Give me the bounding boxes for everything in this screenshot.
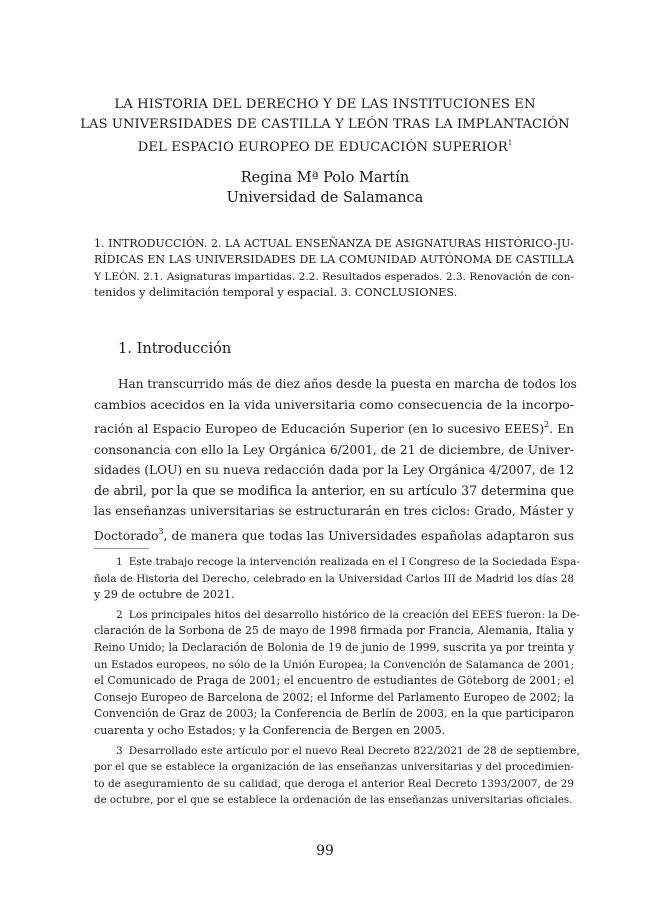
paragraph-line: [94, 522, 574, 547]
summary-line: Y LEÓN. 2.1. Asignaturas impartidas. 2.2. Resultados esperados. 2.3. Renovación de con-: [94, 270, 574, 283]
paragraph-text: . En: [549, 422, 574, 436]
paragraph-line: cambios acecidos en la vida universitaria como consecuencia de la incorpo-: [94, 396, 574, 412]
table-of-contents-summary: [94, 236, 574, 301]
paragraph-line: Han transcurrido más de diez años desde la puesta en marcha de todos los: [118, 377, 577, 391]
footnote-line: de octubre, por el que se establece la ordenación de las enseñanzas universitarias oficiales.: [94, 794, 573, 807]
footnote-number: 1: [116, 556, 123, 568]
footnote-divider: [94, 548, 149, 549]
summary-line: tenidos y delimitación temporal y espacial. 3. CONCLUSIONES.: [94, 285, 458, 299]
footnote-line: por el que se establece la organización de las enseñanzas universitarias y del procedimien-: [94, 761, 574, 774]
footnote-number: 3: [116, 744, 123, 757]
footnote-text: Desarrollado este artículo por el nuevo Real Decreto 822/2021 de 28 de septiembre,: [128, 744, 580, 757]
paragraph-text: ración al Espacio Europeo de Educación Superior (en lo sucesivo EEES): [94, 422, 545, 436]
footnote-text: Este trabajo recoge la intervención realizada en el I Congreso de la Sociedada Espa-: [128, 556, 580, 568]
author-block: [0, 168, 650, 208]
summary-line: RÍDICAS EN LAS UNIVERSIDADES DE LA COMUNIDAD AUTÓNOMA DE CASTILLA: [94, 253, 574, 267]
footnote-3: [94, 743, 580, 809]
title-line: LAS UNIVERSIDADES DE CASTILLA Y LEÓN TRAS LA IMPLANTACIÓN: [80, 116, 570, 132]
title-line: [80, 134, 570, 158]
footnote-line: [94, 554, 580, 571]
footnote-ref[interactable]: 1: [507, 139, 513, 147]
footnote-line: Consejo Europeo de Barcelona de 2002; el Informe del Parlamento Europeo de 2002; la: [94, 690, 574, 704]
paragraph-line: [94, 415, 574, 440]
footnote-line: el Comunicado de Praga de 2001; el encuentro de estudiantes de Göteborg de 2001; el: [94, 674, 574, 688]
summary-line: 1. INTRODUCCIÓN. 2. LA ACTUAL ENSEÑANZA DE ASIGNATURAS HISTÓRICO-JU-: [94, 237, 574, 250]
footnote-ref[interactable]: 3: [158, 526, 164, 536]
footnote-line: un Estados europeos, no sólo de la Unión Europea; la Convención de Salamanca de 2001;: [94, 658, 574, 671]
footnote-number: 2: [116, 607, 123, 621]
paragraph-line: sidades (LOU) en su nueva redacción dada por la Ley Orgánica 4/2007, de 12: [94, 463, 574, 477]
paragraph-text: , de manera que todas las Universidades españolas adaptaron sus: [163, 528, 574, 543]
footnote-line: [94, 607, 580, 624]
footnotes: [94, 554, 580, 812]
paragraph-line: las enseñanzas universitarias se estructurarán en tres ciclos: Grado, Máster y: [94, 504, 574, 518]
footnote-line: Convención de Graz de 2003; la Conferencia de Berlín de 2003, en la que participaron: [94, 707, 574, 721]
title-line-text: DEL ESPACIO EUROPEO DE EDUCACIÓN SUPERIOR: [137, 140, 508, 155]
body-paragraph: [94, 374, 577, 546]
footnote-line: [94, 743, 580, 760]
section-heading: 1. Introducción: [118, 340, 232, 357]
footnote-line: cuarenta y ocho Estados; y la Conferencia de Bergen en 2005.: [94, 723, 446, 737]
footnote-text: Los principales hitos del desarrollo histórico de la creación del EEES fueron: la De-: [128, 607, 580, 621]
footnote-line: ñola de Historia del Derecho, celebrado en la Universidad Carlos III de Madrid los días 28: [94, 572, 574, 585]
footnote-line: y 29 de octubre de 2021.: [94, 588, 235, 602]
footnote-1: [94, 554, 580, 604]
footnote-line: to de aseguramiento de su calidad, que deroga el anterior Real Decreto 1393/2007, de 29: [94, 777, 574, 790]
footnote-line: claración de la Sorbona de 25 de mayo de 1998 firmada por Francia, Alemania, Italia y: [94, 624, 574, 638]
paragraph-line: de abril, por la que se modifica la anterior, en su artículo 37 determina que: [94, 482, 574, 498]
footnote-line: Reino Unido; la Declaración de Bolonia de 19 de junio de 1999, suscrita ya por treinta y: [94, 640, 574, 654]
paragraph-line: consonancia con ello la Ley Orgánica 6/2001, de 21 de diciembre, de Univer-: [94, 442, 574, 457]
author-affiliation: Universidad de Salamanca: [226, 190, 424, 206]
author-name: Regina Mª Polo Martín: [240, 170, 410, 186]
article-title: [80, 95, 570, 158]
page-number: 99: [316, 843, 334, 859]
title-line: LA HISTORIA DEL DERECHO Y DE LAS INSTITUCIONES EN: [114, 97, 536, 112]
footnote-2: [94, 607, 580, 740]
paragraph-text: Doctorado: [94, 528, 159, 543]
footnote-ref[interactable]: 2: [544, 420, 550, 429]
